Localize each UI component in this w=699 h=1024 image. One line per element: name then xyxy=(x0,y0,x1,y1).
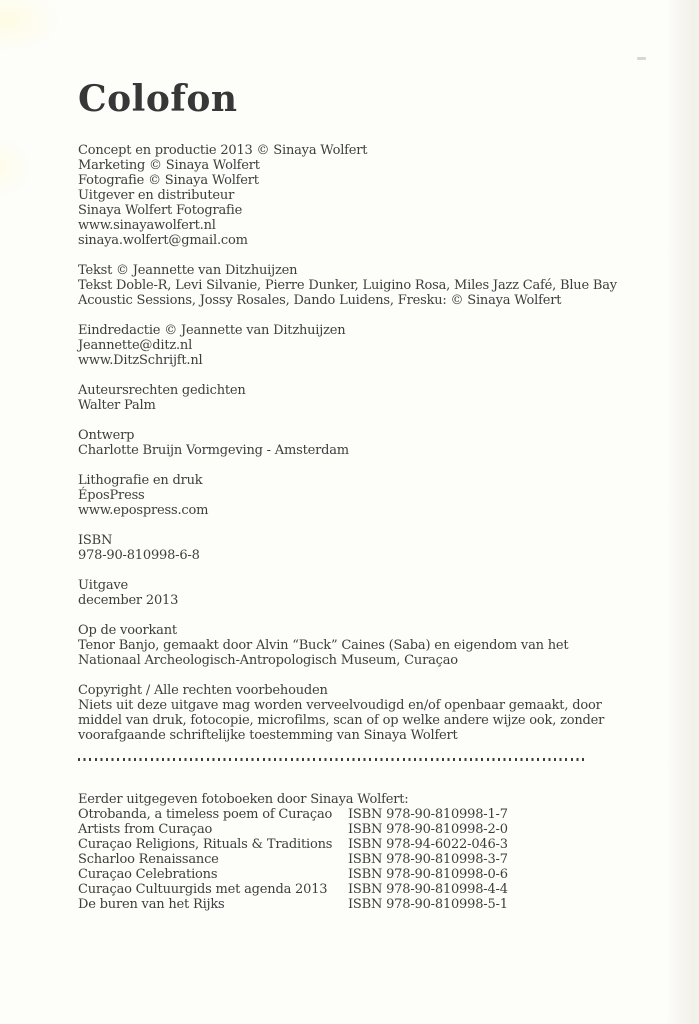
dotted-divider xyxy=(78,758,586,761)
colophon-block-isbn xyxy=(78,533,638,563)
text-line: voorafgaande schriftelijke toestemming van Sinaya Wolfert xyxy=(78,728,458,743)
book-title: Artists from Curaçao xyxy=(78,822,213,837)
text-line: Marketing © Sinaya Wolfert xyxy=(78,158,260,173)
text-line: Concept en productie 2013 © Sinaya Wolfert xyxy=(78,143,368,158)
book-row xyxy=(78,807,638,822)
text-line: sinaya.wolfert@gmail.com xyxy=(78,233,248,248)
text-line: Niets uit deze uitgave mag worden verveelvoudigd en/of openbaar gemaakt, door xyxy=(78,698,602,713)
book-isbn: ISBN 978-90-810998-4-4 xyxy=(348,882,508,897)
page-title: Colofon xyxy=(78,78,238,120)
book-title: Curaçao Celebrations xyxy=(78,867,218,882)
page-edge-shadow xyxy=(665,0,699,1024)
text-line: Eindredactie © Jeannette van Ditzhuijzen xyxy=(78,323,346,338)
colophon-block-copyright-notice xyxy=(78,683,638,743)
text-line: 978-90-810998-6-8 xyxy=(78,548,200,563)
book-row xyxy=(78,822,638,837)
colophon-content xyxy=(78,80,638,912)
colophon-blocks xyxy=(78,143,638,743)
scan-blotch-left xyxy=(0,138,30,196)
text-line: Ontwerp xyxy=(78,428,135,443)
text-line: middel van druk, fotocopie, microfilms, scan of op welke andere wijze ook, zonder xyxy=(78,713,605,728)
colophon-block-edition xyxy=(78,578,638,608)
text-line: december 2013 xyxy=(78,593,179,608)
text-line: Tekst Doble-R, Levi Silvanie, Pierre Dunker, Luigino Rosa, Miles Jazz Café, Blue Bay xyxy=(78,278,617,293)
book-title: Scharloo Renaissance xyxy=(78,852,219,867)
book-isbn: ISBN 978-94-6022-046-3 xyxy=(348,837,508,852)
text-line: Uitgave xyxy=(78,578,129,593)
book-row xyxy=(78,867,638,882)
text-line: Sinaya Wolfert Fotografie xyxy=(78,203,243,218)
text-line: Lithografie en druk xyxy=(78,473,203,488)
colophon-block-production-credits xyxy=(78,143,638,248)
text-line: Acoustic Sessions, Jossy Rosales, Dando Luidens, Fresku: © Sinaya Wolfert xyxy=(78,293,562,308)
book-title: Curaçao Cultuurgids met agenda 2013 xyxy=(78,882,328,897)
text-line: Op de voorkant xyxy=(78,623,177,638)
text-line: www.epospress.com xyxy=(78,503,209,518)
text-line: Walter Palm xyxy=(78,398,156,413)
book-isbn: ISBN 978-90-810998-0-6 xyxy=(348,867,508,882)
book-title: De buren van het Rijks xyxy=(78,897,225,912)
previous-books-heading: Eerder uitgegeven fotoboeken door Sinaya Wolfert: xyxy=(78,792,409,807)
text-line: www.sinayawolfert.nl xyxy=(78,218,216,233)
text-line: Jeannette@ditz.nl xyxy=(78,338,193,353)
text-line: Copyright / Alle rechten voorbehouden xyxy=(78,683,328,698)
text-line: Tenor Banjo, gemaakt door Alvin “Buck” Caines (Saba) en eigendom van het xyxy=(78,638,569,653)
text-line: Tekst © Jeannette van Ditzhuijzen xyxy=(78,263,298,278)
book-title: Curaçao Religions, Rituals & Traditions xyxy=(78,837,333,852)
colophon-block-design xyxy=(78,428,638,458)
colophon-block-lithography-print xyxy=(78,473,638,518)
scan-speck xyxy=(637,57,646,60)
text-line: ÉposPress xyxy=(78,488,145,503)
text-line: Charlotte Bruijn Vormgeving - Amsterdam xyxy=(78,443,349,458)
book-row xyxy=(78,897,638,912)
previous-books-list xyxy=(78,792,638,912)
book-row xyxy=(78,882,638,897)
book-isbn: ISBN 978-90-810998-3-7 xyxy=(348,852,508,867)
book-isbn: ISBN 978-90-810998-5-1 xyxy=(348,897,508,912)
text-line: Uitgever en distributeur xyxy=(78,188,235,203)
colophon-block-front-cover xyxy=(78,623,638,668)
book-isbn: ISBN 978-90-810998-2-0 xyxy=(348,822,508,837)
book-isbn: ISBN 978-90-810998-1-7 xyxy=(348,807,508,822)
text-line: ISBN xyxy=(78,533,113,548)
colophon-block-poem-rights xyxy=(78,383,638,413)
text-line: Nationaal Archeologisch-Antropologisch Museum, Curaçao xyxy=(78,653,458,668)
colophon-block-final-editing xyxy=(78,323,638,368)
text-line: Auteursrechten gedichten xyxy=(78,383,246,398)
book-title: Otrobanda, a timeless poem of Curaçao xyxy=(78,807,333,822)
book-row xyxy=(78,837,638,852)
text-line: www.DitzSchrijft.nl xyxy=(78,353,203,368)
colophon-block-text-credits xyxy=(78,263,638,308)
text-line: Fotografie © Sinaya Wolfert xyxy=(78,173,259,188)
scan-blotch-top-left xyxy=(0,0,62,52)
book-row xyxy=(78,852,638,867)
